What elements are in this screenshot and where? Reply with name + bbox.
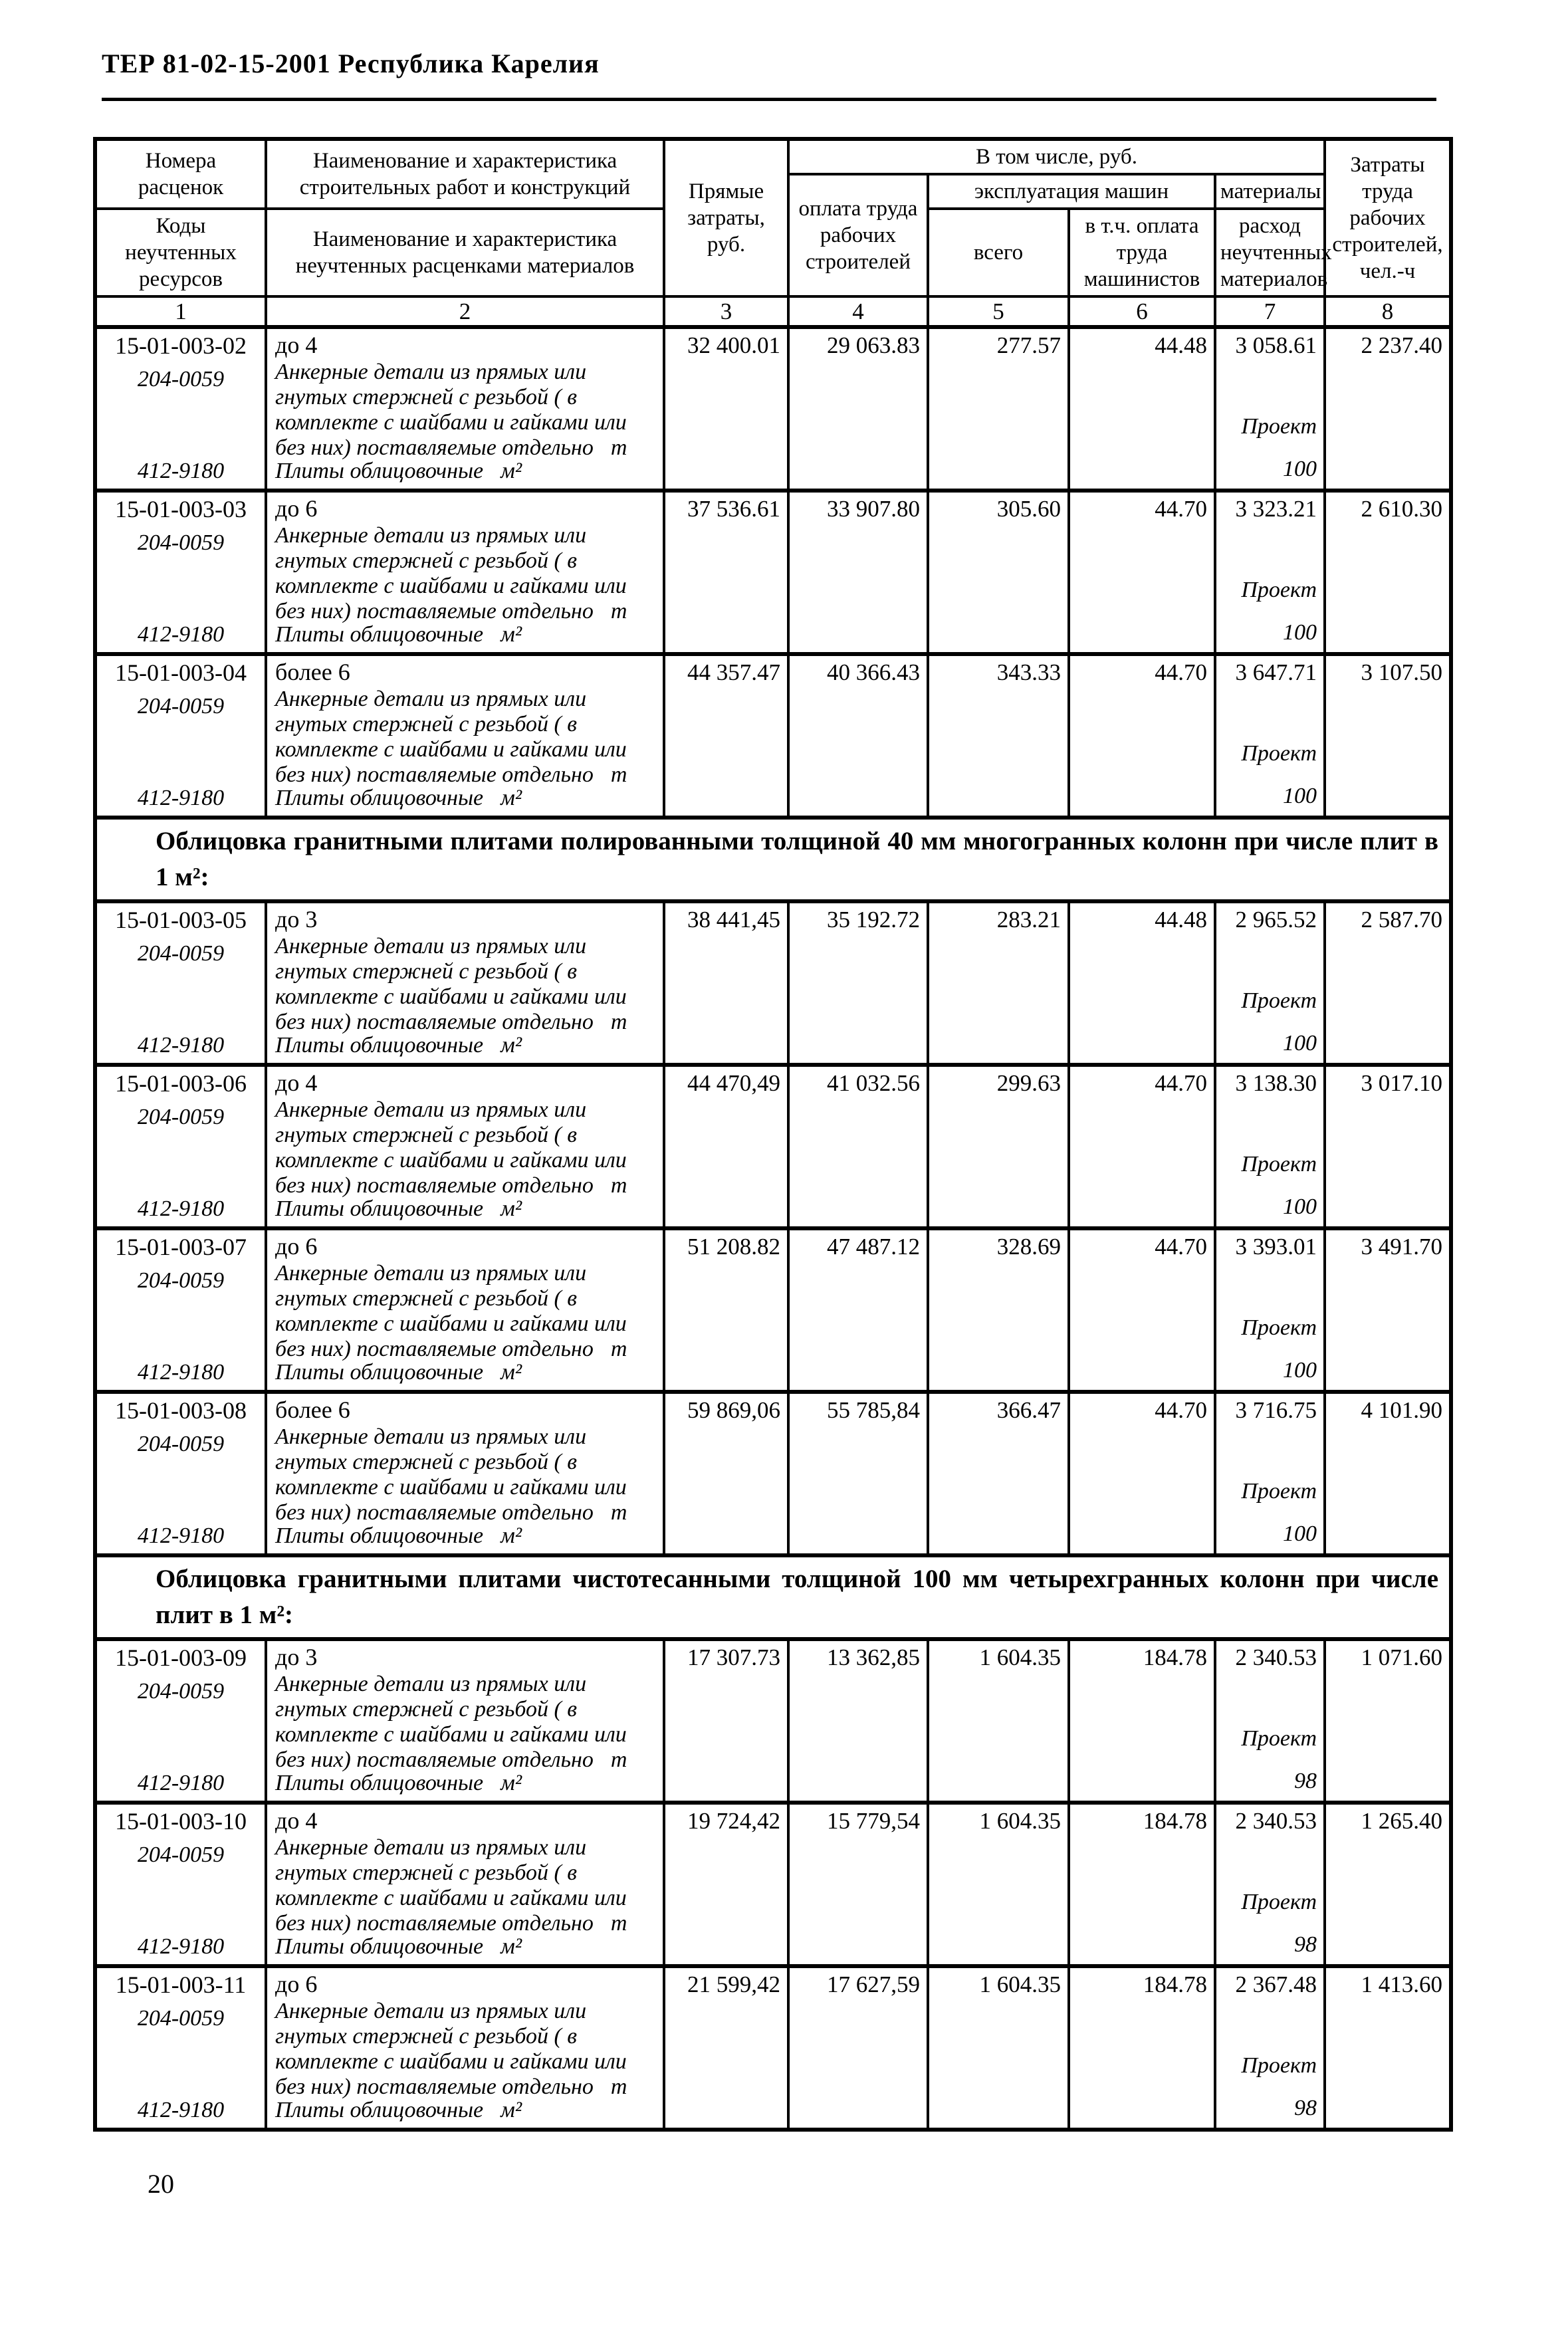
labor-costs-value: 3 017.10 (1361, 1070, 1443, 1096)
material-description: Анкерные детали из прямых или гнутых стержней с резьбой ( в комплекте с шайбами и гайками или без них) поставляемые отдельно т (275, 1999, 627, 2099)
material-description: Анкерные детали из прямых или гнутых стержней с резьбой ( в комплекте с шайбами и гайками или без них) поставляемые отдельно т (275, 1424, 627, 1525)
resource-code: 412-9180 (137, 1033, 225, 1058)
material-unit: т (610, 1747, 627, 1772)
direct-costs-value: 19 724,42 (687, 1808, 780, 1834)
machinists-pay-cell (1069, 901, 1215, 1065)
labor-pay-value: 55 785,84 (827, 1397, 920, 1423)
material-description: Анкерные детали из прямых или гнутых стержней с резьбой ( в комплекте с шайбами и гайками или без них) поставляемые отдельно т (275, 1835, 627, 1936)
material-unit: м² (501, 1196, 522, 1221)
description-cell (266, 1228, 664, 1392)
resource-code: 412-9180 (137, 1523, 225, 1548)
column-number: 1 (95, 296, 266, 327)
description-cell (266, 491, 664, 654)
material-description: Плиты облицовочные м² (275, 2098, 522, 2122)
materials-cell (1215, 491, 1325, 654)
col-header-machinists-pay: в т.ч. оплата труда машинистов (1069, 209, 1215, 296)
materials-cell (1215, 1228, 1325, 1392)
materials-cost-value: 3 323.21 (1235, 496, 1317, 522)
work-characteristic: более 6 (275, 1396, 350, 1423)
table-row (95, 1228, 1451, 1392)
resource-code: 204-0059 (137, 1679, 225, 1704)
material-consumption: Проект (1241, 414, 1317, 439)
column-numbers-row (95, 296, 1451, 327)
machines-total-cell (928, 1966, 1069, 2130)
table-row (95, 1966, 1451, 2130)
description-cell (266, 654, 664, 818)
labor-pay-cell (788, 1392, 928, 1555)
machines-total-value: 1 604.35 (979, 1644, 1061, 1670)
material-consumption: Проект (1241, 1726, 1317, 1751)
rate-code: 15-01-003-02 (115, 332, 247, 359)
rate-code: 15-01-003-07 (115, 1234, 247, 1260)
work-characteristic: до 6 (275, 495, 318, 522)
material-description: Плиты облицовочные м² (275, 786, 522, 810)
material-unit: м² (501, 1360, 522, 1385)
machines-total-cell (928, 491, 1069, 654)
machines-total-cell (928, 1392, 1069, 1555)
description-cell (266, 1065, 664, 1228)
machinists-pay-value: 184.78 (1143, 1971, 1207, 1997)
machines-total-cell (928, 901, 1069, 1065)
codes-cell (95, 1065, 266, 1228)
material-unit: м² (501, 2098, 522, 2122)
machinists-pay-cell (1069, 654, 1215, 818)
rate-code: 15-01-003-03 (115, 496, 247, 522)
work-characteristic: до 3 (275, 906, 318, 933)
labor-costs-cell (1325, 327, 1451, 491)
labor-pay-value: 40 366.43 (827, 659, 920, 685)
machinists-pay-value: 184.78 (1143, 1808, 1207, 1834)
material-consumption: 100 (1283, 784, 1317, 808)
material-description: Анкерные детали из прямых или гнутых стержней с резьбой ( в комплекте с шайбами и гайками или без них) поставляемые отдельно т (275, 1672, 627, 1772)
table-row (95, 1065, 1451, 1228)
material-unit: т (610, 435, 627, 460)
labor-costs-cell (1325, 901, 1451, 1065)
machinists-pay-cell (1069, 1803, 1215, 1966)
machinists-pay-value: 44.70 (1155, 659, 1207, 685)
section-header-row (95, 1555, 1451, 1639)
description-cell (266, 1392, 664, 1555)
col-header-rate-numbers: Номера расценок (95, 139, 266, 209)
machines-total-cell (928, 1065, 1069, 1228)
labor-pay-value: 29 063.83 (827, 332, 920, 358)
labor-pay-value: 13 362,85 (827, 1644, 920, 1670)
materials-cost-value: 3 393.01 (1235, 1234, 1317, 1260)
col-header-materials-name: Наименование и характеристика неучтенных расценками материалов (266, 209, 664, 296)
rate-code: 15-01-003-06 (115, 1070, 247, 1097)
materials-cell (1215, 327, 1325, 491)
materials-cost-value: 3 138.30 (1235, 1070, 1317, 1096)
direct-costs-cell (664, 1639, 788, 1803)
direct-costs-cell (664, 901, 788, 1065)
labor-pay-cell (788, 1065, 928, 1228)
table-row (95, 1803, 1451, 1966)
machinists-pay-cell (1069, 1392, 1215, 1555)
labor-costs-cell (1325, 1803, 1451, 1966)
materials-cell (1215, 901, 1325, 1065)
description-cell (266, 1803, 664, 1966)
material-unit: т (610, 1500, 627, 1525)
rate-code: 15-01-003-11 (115, 1971, 247, 1998)
materials-cell (1215, 1966, 1325, 2130)
labor-pay-value: 41 032.56 (827, 1070, 920, 1096)
col-header-machines-total: всего (928, 209, 1069, 296)
direct-costs-value: 32 400.01 (687, 332, 780, 358)
resource-code: 204-0059 (137, 1842, 225, 1867)
resource-code: 412-9180 (137, 1934, 225, 1959)
codes-cell (95, 1228, 266, 1392)
col-header-machines: эксплуатация машин (928, 174, 1215, 209)
column-number: 6 (1069, 296, 1215, 327)
material-unit: м² (501, 459, 522, 483)
direct-costs-cell (664, 327, 788, 491)
labor-costs-value: 3 491.70 (1361, 1234, 1443, 1260)
col-header-including: В том числе, руб. (788, 139, 1325, 174)
resource-code: 412-9180 (137, 2098, 225, 2122)
resource-code: 204-0059 (137, 2006, 225, 2031)
labor-pay-cell (788, 1803, 928, 1966)
col-header-work-name: Наименование и характеристика строительных работ и конструкций (266, 139, 664, 209)
direct-costs-value: 38 441,45 (687, 907, 780, 933)
material-unit: т (610, 1911, 627, 1936)
material-unit: т (610, 599, 627, 623)
materials-cost-value: 2 367.48 (1235, 1971, 1317, 1997)
material-description: Плиты облицовочные м² (275, 1523, 522, 1548)
machinists-pay-cell (1069, 1228, 1215, 1392)
rate-code: 15-01-003-05 (115, 907, 247, 933)
materials-cost-value: 2 340.53 (1235, 1808, 1317, 1834)
machines-total-cell (928, 654, 1069, 818)
material-description: Анкерные детали из прямых или гнутых стержней с резьбой ( в комплекте с шайбами и гайками или без них) поставляемые отдельно т (275, 360, 627, 460)
machines-total-value: 299.63 (996, 1070, 1061, 1096)
labor-pay-cell (788, 654, 928, 818)
header-rule (102, 98, 1436, 101)
rate-table-body (95, 139, 1451, 2130)
labor-pay-value: 15 779,54 (827, 1808, 920, 1834)
material-description: Анкерные детали из прямых или гнутых стержней с резьбой ( в комплекте с шайбами и гайками или без них) поставляемые отдельно т (275, 1261, 627, 1361)
page-number: 20 (148, 2169, 174, 2199)
material-unit: т (610, 762, 627, 787)
material-consumption: Проект (1241, 1315, 1317, 1340)
labor-costs-value: 2 587.70 (1361, 907, 1443, 933)
material-description: Плиты облицовочные м² (275, 1033, 522, 1058)
machines-total-value: 328.69 (996, 1234, 1061, 1260)
description-cell (266, 1639, 664, 1803)
machines-total-value: 305.60 (996, 496, 1061, 522)
machines-total-value: 1 604.35 (979, 1971, 1061, 1997)
direct-costs-value: 44 470,49 (687, 1070, 780, 1096)
rate-code: 15-01-003-09 (115, 1644, 247, 1671)
material-unit: м² (501, 786, 522, 810)
resource-code: 204-0059 (137, 1105, 225, 1129)
labor-costs-cell (1325, 1392, 1451, 1555)
section-title: Облицовка гранитными плитами полированными толщиной 40 мм многогранных колонн при числе плит в 1 м²: (95, 818, 1451, 901)
material-consumption: Проект (1241, 988, 1317, 1013)
machinists-pay-value: 44.48 (1155, 907, 1207, 933)
material-description: Анкерные детали из прямых или гнутых стержней с резьбой ( в комплекте с шайбами и гайками или без них) поставляемые отдельно т (275, 934, 627, 1034)
machines-total-cell (928, 1228, 1069, 1392)
material-consumption: 100 (1283, 1194, 1317, 1219)
codes-cell (95, 327, 266, 491)
material-consumption: 98 (1294, 1932, 1317, 1957)
table-row (95, 1392, 1451, 1555)
resource-code: 204-0059 (137, 530, 225, 555)
resource-code: 204-0059 (137, 941, 225, 966)
material-unit: м² (501, 622, 522, 647)
machines-total-value: 277.57 (996, 332, 1061, 358)
labor-pay-value: 33 907.80 (827, 496, 920, 522)
description-cell (266, 901, 664, 1065)
machines-total-cell (928, 327, 1069, 491)
material-unit: т (610, 1337, 627, 1361)
labor-pay-cell (788, 901, 928, 1065)
col-header-resource-codes: Коды неучтенных ресурсов (95, 209, 266, 296)
resource-code: 204-0059 (137, 1268, 225, 1293)
labor-costs-cell (1325, 654, 1451, 818)
work-characteristic: до 4 (275, 1069, 318, 1096)
col-header-materials: материалы (1215, 174, 1325, 209)
table-row (95, 491, 1451, 654)
table-row (95, 327, 1451, 491)
work-characteristic: до 3 (275, 1644, 318, 1670)
section-title: Облицовка гранитными плитами чистотесанными толщиной 100 мм четырехгранных колонн при числе плит в 1 м²: (95, 1555, 1451, 1639)
material-consumption: 100 (1283, 620, 1317, 645)
column-number: 5 (928, 296, 1069, 327)
material-consumption: 100 (1283, 457, 1317, 481)
machines-total-value: 366.47 (996, 1397, 1061, 1423)
direct-costs-cell (664, 1966, 788, 2130)
resource-code: 204-0059 (137, 1432, 225, 1456)
labor-pay-value: 47 487.12 (827, 1234, 920, 1260)
material-consumption: 100 (1283, 1031, 1317, 1056)
machines-total-value: 343.33 (996, 659, 1061, 685)
labor-costs-value: 2 610.30 (1361, 496, 1443, 522)
table-header-row (95, 139, 1451, 174)
table-row (95, 1639, 1451, 1803)
material-consumption: 100 (1283, 1521, 1317, 1546)
material-consumption: Проект (1241, 741, 1317, 766)
direct-costs-value: 21 599,42 (687, 1971, 780, 1997)
labor-costs-cell (1325, 1639, 1451, 1803)
materials-cost-value: 3 716.75 (1235, 1397, 1317, 1423)
codes-cell (95, 654, 266, 818)
rates-table (93, 137, 1453, 2132)
machinists-pay-cell (1069, 1065, 1215, 1228)
labor-pay-cell (788, 1228, 928, 1392)
work-characteristic: до 6 (275, 1971, 318, 1997)
material-consumption: 98 (1294, 2096, 1317, 2120)
material-description: Плиты облицовочные м² (275, 1360, 522, 1385)
material-consumption: 98 (1294, 1769, 1317, 1793)
labor-costs-value: 1 413.60 (1361, 1971, 1443, 1997)
machinists-pay-cell (1069, 327, 1215, 491)
codes-cell (95, 901, 266, 1065)
material-description: Плиты облицовочные м² (275, 1934, 522, 1959)
description-cell (266, 1966, 664, 2130)
labor-costs-value: 1 071.60 (1361, 1644, 1443, 1670)
labor-pay-cell (788, 327, 928, 491)
machinists-pay-value: 44.70 (1155, 1397, 1207, 1423)
direct-costs-value: 51 208.82 (687, 1234, 780, 1260)
direct-costs-value: 44 357.47 (687, 659, 780, 685)
labor-pay-value: 17 627,59 (827, 1971, 920, 1997)
material-consumption: Проект (1241, 2053, 1317, 2078)
labor-costs-cell (1325, 1065, 1451, 1228)
resource-code: 412-9180 (137, 786, 225, 810)
rate-code: 15-01-003-10 (115, 1808, 247, 1835)
work-characteristic: до 4 (275, 1807, 318, 1834)
column-number: 8 (1325, 296, 1451, 327)
resource-code: 412-9180 (137, 1771, 225, 1795)
codes-cell (95, 1966, 266, 2130)
materials-cell (1215, 654, 1325, 818)
material-unit: т (610, 1173, 627, 1198)
col-header-materials-consumption: расход неучтенных материалов (1215, 209, 1325, 296)
col-header-labor-costs: Затраты труда рабочих строителей, чел.-ч (1325, 139, 1451, 296)
labor-pay-cell (788, 491, 928, 654)
material-consumption: Проект (1241, 1479, 1317, 1504)
labor-costs-value: 3 107.50 (1361, 659, 1443, 685)
labor-costs-value: 1 265.40 (1361, 1808, 1443, 1834)
material-unit: м² (501, 1523, 522, 1548)
work-characteristic: до 6 (275, 1233, 318, 1260)
material-description: Плиты облицовочные м² (275, 622, 522, 647)
column-number: 4 (788, 296, 928, 327)
materials-cell (1215, 1803, 1325, 1966)
direct-costs-cell (664, 1065, 788, 1228)
document-header: ТЕР 81-02-15-2001 Республика Карелия (102, 49, 600, 78)
resource-code: 412-9180 (137, 622, 225, 647)
rate-code: 15-01-003-08 (115, 1397, 247, 1424)
material-unit: т (610, 1010, 627, 1034)
column-number: 3 (664, 296, 788, 327)
materials-cell (1215, 1639, 1325, 1803)
machines-total-value: 283.21 (996, 907, 1061, 933)
col-header-labor-pay: оплата труда рабочих строителей (788, 174, 928, 296)
machines-total-value: 1 604.35 (979, 1808, 1061, 1834)
direct-costs-value: 37 536.61 (687, 496, 780, 522)
material-consumption: Проект (1241, 1152, 1317, 1176)
labor-costs-value: 2 237.40 (1361, 332, 1443, 358)
work-characteristic: до 4 (275, 332, 318, 358)
machinists-pay-value: 184.78 (1143, 1644, 1207, 1670)
machinists-pay-value: 44.48 (1155, 332, 1207, 358)
material-unit: т (610, 2074, 627, 2099)
materials-cost-value: 3 647.71 (1235, 659, 1317, 685)
direct-costs-value: 17 307.73 (687, 1644, 780, 1670)
resource-code: 204-0059 (137, 367, 225, 391)
direct-costs-cell (664, 491, 788, 654)
labor-pay-cell (788, 1639, 928, 1803)
materials-cost-value: 3 058.61 (1235, 332, 1317, 358)
table-row (95, 901, 1451, 1065)
labor-pay-cell (788, 1966, 928, 2130)
section-header-row (95, 818, 1451, 901)
materials-cell (1215, 1392, 1325, 1555)
column-number: 2 (266, 296, 664, 327)
column-number: 7 (1215, 296, 1325, 327)
material-description: Плиты облицовочные м² (275, 1196, 522, 1221)
material-description: Анкерные детали из прямых или гнутых стержней с резьбой ( в комплекте с шайбами и гайками или без них) поставляемые отдельно т (275, 687, 627, 787)
codes-cell (95, 1803, 266, 1966)
machines-total-cell (928, 1803, 1069, 1966)
machines-total-cell (928, 1639, 1069, 1803)
resource-code: 412-9180 (137, 1360, 225, 1385)
machinists-pay-value: 44.70 (1155, 496, 1207, 522)
rate-code: 15-01-003-04 (115, 659, 247, 686)
direct-costs-cell (664, 1803, 788, 1966)
direct-costs-cell (664, 654, 788, 818)
codes-cell (95, 1392, 266, 1555)
labor-costs-cell (1325, 1966, 1451, 2130)
machinists-pay-value: 44.70 (1155, 1234, 1207, 1260)
direct-costs-cell (664, 1392, 788, 1555)
material-unit: м² (501, 1033, 522, 1058)
description-cell (266, 327, 664, 491)
materials-cost-value: 2 965.52 (1235, 907, 1317, 933)
material-consumption: Проект (1241, 578, 1317, 602)
direct-costs-value: 59 869,06 (687, 1397, 780, 1423)
machinists-pay-cell (1069, 1639, 1215, 1803)
material-description: Плиты облицовочные м² (275, 459, 522, 483)
labor-costs-value: 4 101.90 (1361, 1397, 1443, 1423)
materials-cost-value: 2 340.53 (1235, 1644, 1317, 1670)
labor-costs-cell (1325, 1228, 1451, 1392)
work-characteristic: более 6 (275, 659, 350, 685)
resource-code: 412-9180 (137, 459, 225, 483)
labor-costs-cell (1325, 491, 1451, 654)
table-row (95, 654, 1451, 818)
machinists-pay-cell (1069, 1966, 1215, 2130)
material-unit: м² (501, 1771, 522, 1795)
material-description: Анкерные детали из прямых или гнутых стержней с резьбой ( в комплекте с шайбами и гайками или без них) поставляемые отдельно т (275, 523, 627, 623)
material-unit: м² (501, 1934, 522, 1959)
material-consumption: 100 (1283, 1358, 1317, 1383)
material-consumption: Проект (1241, 1890, 1317, 1914)
resource-code: 204-0059 (137, 694, 225, 719)
material-description: Анкерные детали из прямых или гнутых стержней с резьбой ( в комплекте с шайбами и гайками или без них) поставляемые отдельно т (275, 1097, 627, 1198)
resource-code: 412-9180 (137, 1196, 225, 1221)
machinists-pay-value: 44.70 (1155, 1070, 1207, 1096)
col-header-direct-costs: Прямые затраты, руб. (664, 139, 788, 296)
machinists-pay-cell (1069, 491, 1215, 654)
codes-cell (95, 491, 266, 654)
labor-pay-value: 35 192.72 (827, 907, 920, 933)
codes-cell (95, 1639, 266, 1803)
material-description: Плиты облицовочные м² (275, 1771, 522, 1795)
direct-costs-cell (664, 1228, 788, 1392)
materials-cell (1215, 1065, 1325, 1228)
